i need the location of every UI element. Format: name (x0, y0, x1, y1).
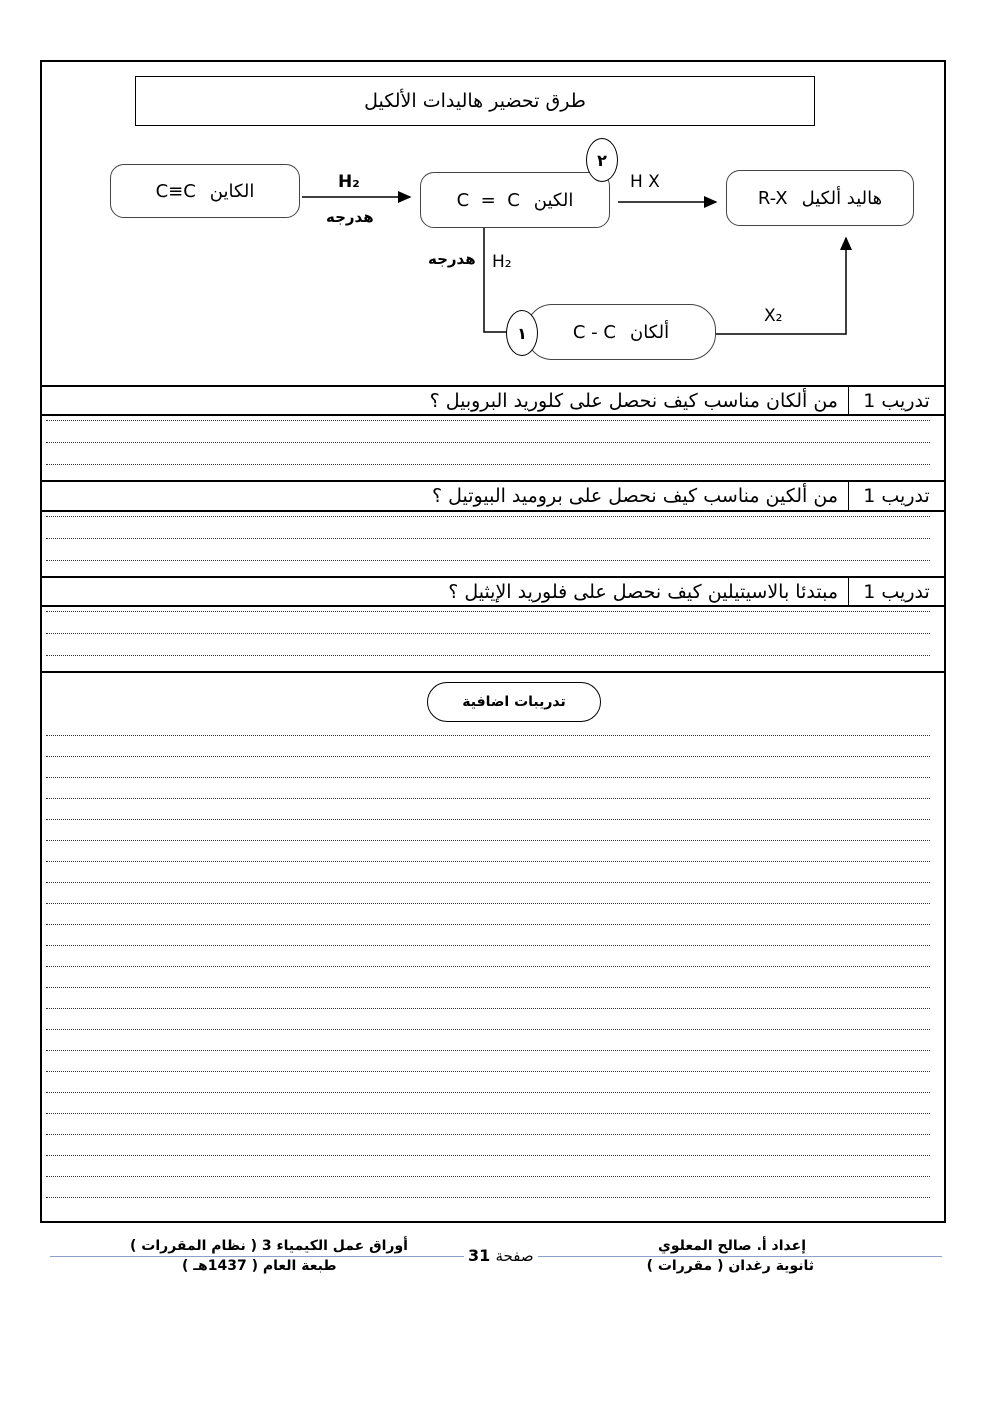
alkane-number-badge: ١ (506, 310, 538, 356)
answer-line[interactable] (46, 420, 930, 421)
alkyne-name: الكاين (209, 180, 255, 202)
alkyne-formula: C≡C (155, 180, 196, 202)
answer-line[interactable] (46, 945, 930, 946)
answer-line[interactable] (46, 1008, 930, 1009)
divider (42, 414, 944, 416)
divider (42, 510, 944, 512)
answer-line[interactable] (46, 840, 930, 841)
page-footer (50, 1236, 942, 1286)
answer-line[interactable] (46, 1197, 930, 1198)
alkene-box (420, 172, 610, 228)
answer-line[interactable] (46, 1155, 930, 1156)
answer-line[interactable] (46, 756, 930, 757)
exercise-1-question: من ألكان مناسب كيف نحصل على كلوريد البروبيل ؟ (429, 390, 838, 412)
hx-label: H X (630, 172, 660, 192)
answer-line[interactable] (46, 1029, 930, 1030)
footer-page (464, 1246, 538, 1265)
alkyne-box (110, 164, 300, 218)
alkene-formula: C = C (456, 189, 520, 211)
arrow-alkene-to-alkane (484, 228, 508, 332)
answer-line[interactable] (46, 924, 930, 925)
divider (42, 671, 944, 673)
alkane-formula: C - C (572, 321, 616, 343)
answer-line[interactable] (46, 1113, 930, 1114)
answer-line[interactable] (46, 777, 930, 778)
answer-line[interactable] (46, 1176, 930, 1177)
alkyl-halide-name: هاليد ألكيل (801, 187, 883, 209)
answer-line[interactable] (46, 560, 930, 561)
answer-line[interactable] (46, 903, 930, 904)
answer-line[interactable] (46, 966, 930, 967)
answer-line[interactable] (46, 464, 930, 465)
exercise-3 (42, 578, 944, 606)
answer-line[interactable] (46, 516, 930, 517)
answer-line[interactable] (46, 861, 930, 862)
alkane-box (526, 304, 716, 360)
alkene-name: الكين (533, 189, 574, 211)
answer-line[interactable] (46, 655, 930, 656)
answer-line[interactable] (46, 798, 930, 799)
answer-line[interactable] (46, 987, 930, 988)
divider (42, 605, 944, 607)
alkane-name: ألكان (629, 321, 670, 343)
exercise-2 (42, 482, 944, 510)
footer-edition: طبعة العام ( 1437هـ ) (178, 1258, 341, 1274)
answer-line[interactable] (46, 1050, 930, 1051)
footer-book-title: أوراق عمل الكيمياء 3 ( نظام المقررات ) (126, 1238, 412, 1254)
footer-page-number: 31 (468, 1246, 491, 1265)
exercise-1 (42, 387, 944, 415)
footer-school: ثانوية رغدان ( مقررات ) (643, 1258, 818, 1274)
answer-line[interactable] (46, 1071, 930, 1072)
worksheet-frame (40, 60, 946, 1223)
answer-line[interactable] (46, 1092, 930, 1093)
extra-exercises-label: تدريبات اضافية (427, 682, 601, 722)
hydrogenation-top-label: هدرجه (326, 208, 374, 226)
answer-line[interactable] (46, 538, 930, 539)
alkene-number-badge: ٢ (586, 138, 618, 182)
footer-page-label: صفحة (495, 1247, 534, 1265)
answer-line[interactable] (46, 819, 930, 820)
x2-label: X₂ (764, 306, 783, 326)
footer-author: إعداد أ. صالح المعلوي (654, 1238, 810, 1254)
exercise-1-tag: تدريب 1 (848, 387, 944, 415)
h2-top-label: H₂ (338, 172, 360, 192)
exercise-3-question: مبتدئا بالاسيتيلين كيف نحصل على فلوريد الإيثيل ؟ (448, 581, 838, 603)
diagram-title: طرق تحضير هاليدات الألكيل (135, 76, 815, 126)
answer-line[interactable] (46, 882, 930, 883)
hydrogenation-down-label: هدرجه (428, 250, 476, 268)
exercise-3-tag: تدريب 1 (848, 578, 944, 606)
h2-down-label: H₂ (492, 252, 512, 272)
answer-line[interactable] (46, 442, 930, 443)
answer-line[interactable] (46, 735, 930, 736)
preparation-diagram (42, 62, 944, 386)
answer-line[interactable] (46, 1134, 930, 1135)
answer-line[interactable] (46, 633, 930, 634)
answer-line[interactable] (46, 611, 930, 612)
exercise-2-tag: تدريب 1 (848, 482, 944, 510)
exercise-2-question: من ألكين مناسب كيف نحصل على بروميد البيوتيل ؟ (432, 485, 838, 507)
alkyl-halide-box (726, 170, 914, 226)
alkyl-halide-formula: R-X (757, 187, 788, 209)
